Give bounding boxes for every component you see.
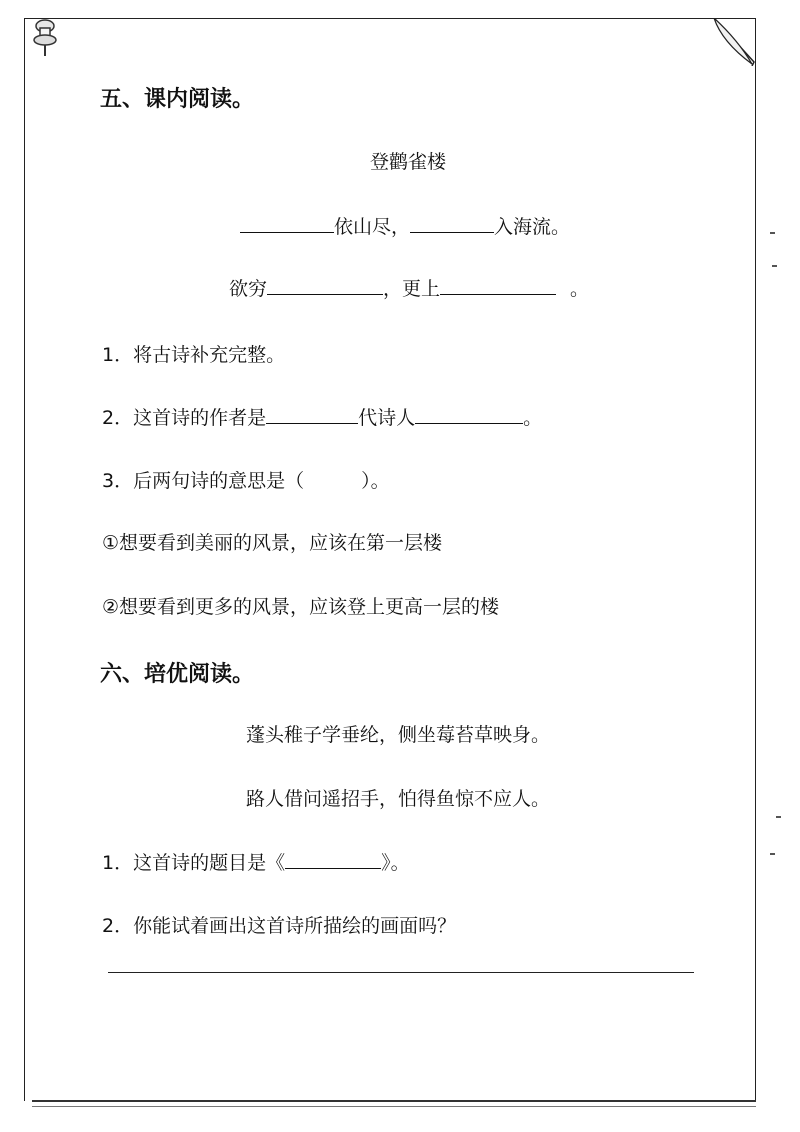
section6-question-1-end: 》。 [381, 852, 410, 874]
answer-blank[interactable] [285, 850, 381, 869]
answer-blank[interactable] [266, 405, 358, 424]
poem-line-2-mid: ，更上 [383, 278, 441, 300]
question-2-mid: 代诗人 [358, 407, 416, 429]
poem-line-1-end: 入海流。 [494, 216, 571, 238]
poem2-line-2: 路人借问遥招手，怕得鱼惊不应人。 [246, 788, 551, 810]
edge-mark [770, 232, 775, 234]
question-2 [102, 403, 542, 430]
answer-blank[interactable] [415, 405, 523, 424]
section5-heading: 五、课内阅读。 [100, 87, 255, 112]
answer-blank[interactable] [240, 214, 334, 233]
answer-blank[interactable] [440, 276, 556, 295]
edge-mark [772, 265, 777, 267]
edge-mark [776, 816, 781, 818]
poem-line-1 [240, 212, 570, 239]
answer-blank[interactable] [410, 214, 494, 233]
section6-question-1-start: 1．这首诗的题目是《 [102, 852, 286, 874]
poem-line-2 [229, 274, 589, 301]
poem-line-2-start: 欲穷 [229, 278, 268, 300]
poem2-line-1: 蓬头稚子学垂纶，侧坐莓苔草映身。 [246, 724, 551, 746]
poem-line-2-end: 。 [570, 278, 590, 300]
answer-line[interactable] [108, 972, 694, 973]
section6-heading: 六、培优阅读。 [100, 662, 255, 687]
page-bottom-edge [32, 1100, 756, 1107]
pushpin-icon [30, 18, 60, 58]
edge-mark [770, 853, 775, 855]
section6-question-2: 2．你能试着画出这首诗所描绘的画面吗？ [102, 915, 457, 937]
option-1: ①想要看到美丽的风景，应该在第一层楼 [102, 532, 443, 554]
poem-line-1-mid: 依山尽， [334, 216, 411, 238]
answer-blank[interactable] [267, 276, 383, 295]
worksheet-page [24, 18, 756, 1101]
question-3: 3．后两句诗的意思是（ ）。 [102, 470, 390, 492]
question-2-start: 2．这首诗的作者是 [102, 407, 267, 429]
question-1: 1．将古诗补充完整。 [102, 344, 286, 366]
poem-title: 登鹳雀楼 [370, 151, 447, 173]
option-2: ②想要看到更多的风景，应该登上更高一层的楼 [102, 596, 500, 618]
section6-question-1 [102, 848, 410, 875]
question-2-end: 。 [523, 407, 543, 429]
page-curl-icon [712, 18, 756, 66]
